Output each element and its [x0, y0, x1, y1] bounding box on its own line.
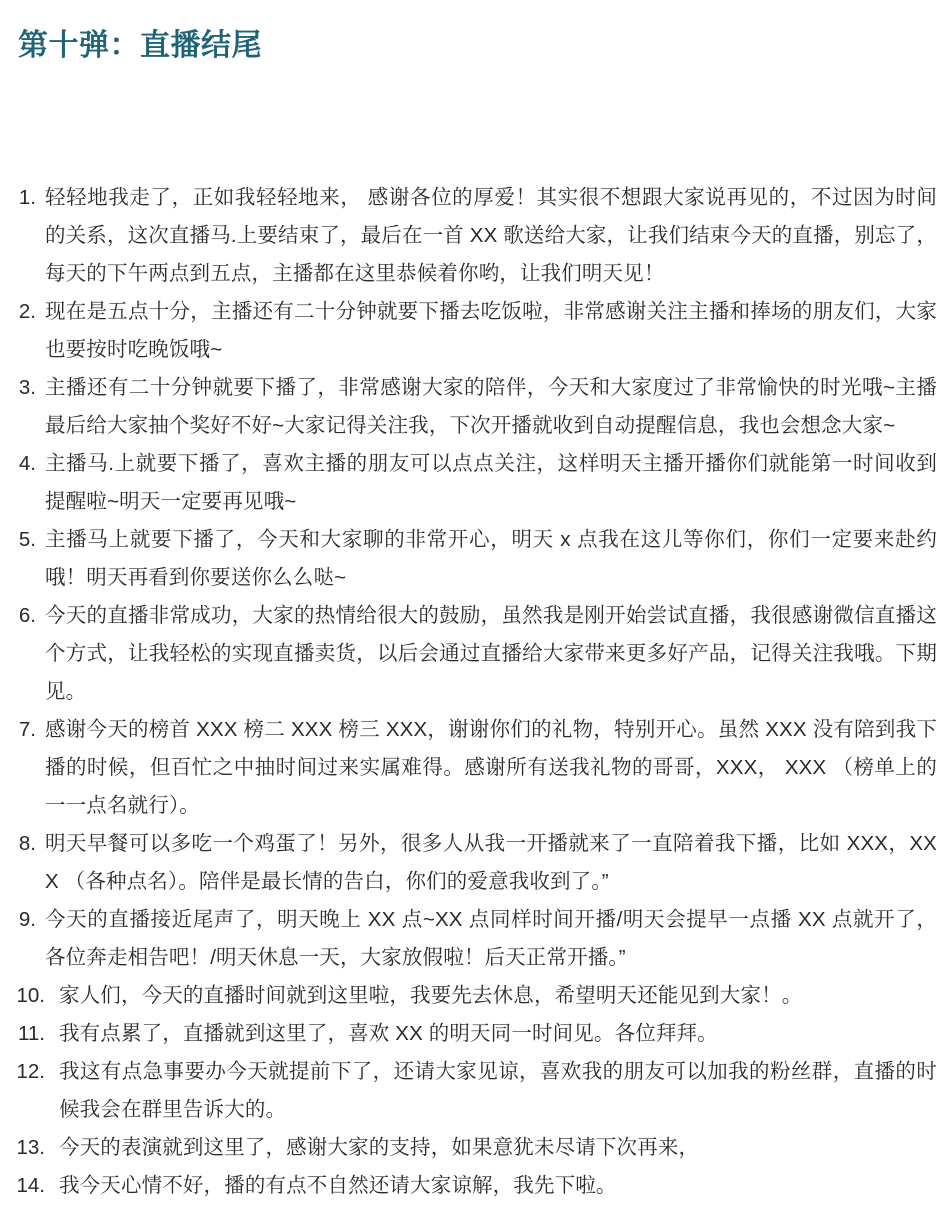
list-item [10, 597, 937, 711]
list-item-number: 14. [16, 1173, 45, 1197]
list-item-text: 主播马.上就要下播了，喜欢主播的朋友可以点点关注，这样明天主播开播你们就能第一时间收到提醒啦~明天一定要再见哦~ [45, 451, 937, 513]
list-item [10, 901, 937, 977]
list-item [10, 1129, 937, 1167]
list-item-text: 家人们，今天的直播时间就到这里啦，我要先去休息，希望明天还能见到大家！。 [59, 983, 803, 1007]
list-item-number: 1. [18, 185, 36, 209]
list-item-number: 3. [18, 375, 36, 399]
list-item-number: 12. [16, 1059, 45, 1083]
list-item-number: 6. [18, 603, 36, 627]
list-item-text: 主播马上就要下播了，今天和大家聊的非常开心，明天 x 点我在这儿等你们，你们一定要来赴约哦！明天再看到你要送你么么哒~ [45, 527, 937, 589]
list-item-number: 8. [18, 831, 36, 855]
list-item-text: 主播还有二十分钟就要下播了，非常感谢大家的陪伴，今天和大家度过了非常愉快的时光哦~主播最后给大家抽个奖好不好~大家记得关注我，下次开播就收到自动提醒信息，我也会想念大家~ [45, 375, 937, 437]
list-item-text: 我今天心情不好，播的有点不自然还请大家谅解，我先下啦。 [59, 1173, 617, 1197]
list-item-number: 2. [18, 299, 36, 323]
list-item-text: 感谢今天的榜首 XXX 榜二 XXX 榜三 XXX，谢谢你们的礼物，特别开心。虽然 XXX 没有陪到我下播的时候，但百忙之中抽时间过来实属难得。感谢所有送我礼物的哥哥，XXX， XXX （榜单上的一一点名就行）。 [45, 717, 937, 817]
list-item-text: 我这有点急事要办今天就提前下了，还请大家见谅，喜欢我的朋友可以加我的粉丝群，直播的时候我会在群里告诉大的。 [59, 1059, 937, 1121]
list-item-text: 明天早餐可以多吃一个鸡蛋了！另外，很多人从我一开播就来了一直陪着我下播，比如 XXX，XXX （各种点名）。陪伴是最长情的告白，你们的爱意我收到了。” [45, 831, 937, 893]
list-item-text: 我有点累了，直播就到这里了，喜欢 XX 的明天同一时间见。各位拜拜。 [59, 1021, 718, 1045]
list-item [10, 1015, 937, 1053]
list-item-text: 今天的直播非常成功，大家的热情给很大的鼓励，虽然我是刚开始尝试直播，我很感谢微信直播这个方式，让我轻松的实现直播卖货，以后会通过直播给大家带来更多好产品，记得关注我哦。下期见。 [45, 603, 937, 703]
list-item-number: 4. [18, 451, 36, 475]
tips-list [0, 179, 945, 1205]
list-item [10, 825, 937, 901]
page-title: 第十弹：直播结尾 [18, 29, 262, 62]
list-item-number: 13. [16, 1135, 45, 1159]
list-item-number: 11. [18, 1021, 45, 1045]
list-item-number: 7. [18, 717, 36, 741]
list-item-text: 现在是五点十分，主播还有二十分钟就要下播去吃饭啦，非常感谢关注主播和捧场的朋友们，大家也要按时吃晚饭哦~ [45, 299, 937, 361]
title-spacer [0, 67, 945, 179]
list-item [10, 369, 937, 445]
list-item-number: 10. [16, 983, 45, 1007]
list-item-text: 今天的直播接近尾声了，明天晚上 XX 点~XX 点同样时间开播/明天会提早一点播 XX 点就开了，各位奔走相告吧！/明天休息一天，大家放假啦！后天正常开播。” [45, 907, 937, 969]
list-item [10, 293, 937, 369]
list-item-number: 5. [18, 527, 36, 551]
list-item [10, 179, 937, 293]
list-item [10, 1053, 937, 1129]
list-item [10, 977, 937, 1015]
list-item [10, 445, 937, 521]
list-item [10, 521, 937, 597]
list-item [10, 711, 937, 825]
list-item-text: 轻轻地我走了，正如我轻轻地来， 感谢各位的厚爱！其实很不想跟大家说再见的，不过因为时间的关系，这次直播马.上要结束了，最后在一首 XX 歌送给大家，让我们结束今天的直播，别忘了，每天的下午两点到五点，主播都在这里恭候着你哟，让我们明天见！ [45, 185, 937, 285]
list-item-number: 9. [18, 907, 36, 931]
list-item-text: 今天的表演就到这里了，感谢大家的支持，如果意犹未尽请下次再来， [59, 1135, 700, 1159]
